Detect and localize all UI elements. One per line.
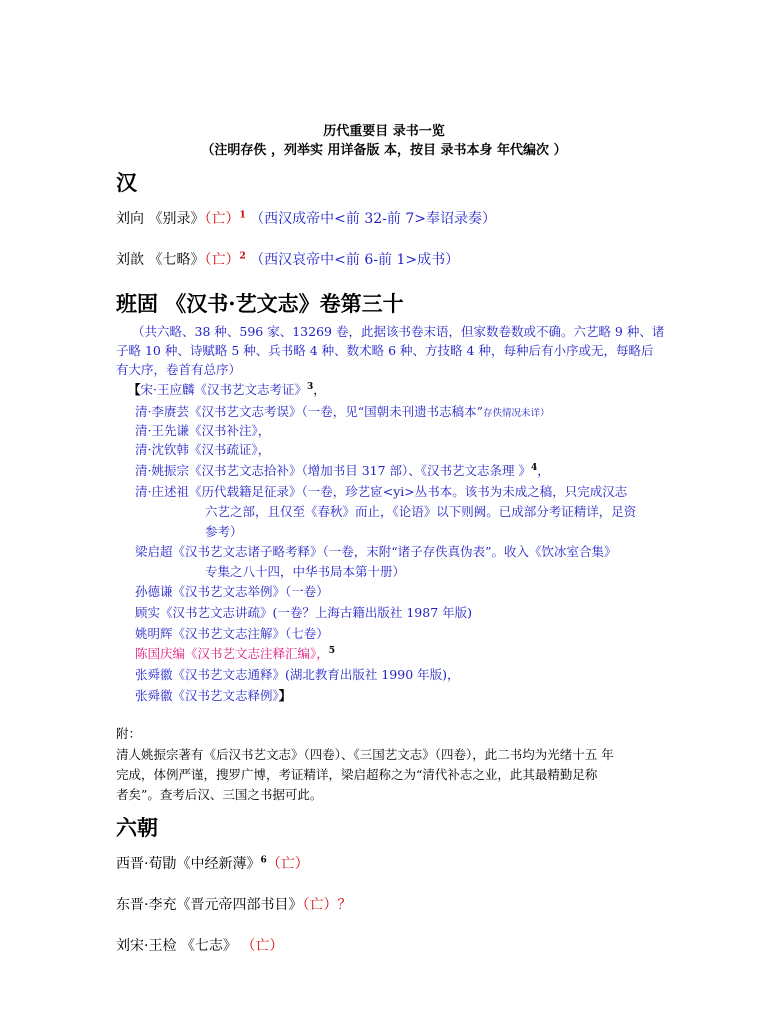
commentary-item [135,686,291,704]
footnote-ref[interactable]: 5 [328,645,336,656]
commentary-text: 清·姚振宗《汉书艺文志拾补》（增加书目 317 部）、《汉书艺文志条理 》 [135,463,532,478]
entry-desc: （西汉哀帝中<前 6-前 1>成书） [250,252,460,268]
document-title: 历代重要目 录书一览 [323,124,445,139]
entry-wang-jian [116,935,283,955]
entry-author: 西晋·荀勖《中经新薄》 [116,856,261,872]
entry-book: 《别录》 [148,211,205,227]
entry-status: （亡） [241,938,284,954]
commentary-item: 孙德谦《汉书艺文志举例》（一卷） [135,584,329,599]
bracket-close: 】 [278,688,292,703]
document-subtitle: （注明存佚 ，列举实 用详备版 本，按目 录书本身 年代编次 ） [201,143,567,158]
commentary-item: 清·沈钦韩《汉书疏证》， [135,442,271,457]
appendix-line: 者矣”。查考后汉、三国之书据可此。 [116,787,323,802]
entry-author: 刘向 [116,211,144,227]
entry-author: 东晋·李充《晋元帝四部书目》 [116,897,303,913]
entry-desc: （西汉成帝中<前 32-前 7>奉诏录奏） [250,211,496,227]
appendix-label: 附： [116,726,142,741]
appendix-line: 清人姚振宗著有《后汉书艺文志》（四卷）、《三国艺文志》（四卷），此二书均为光绪十五 年 [116,747,614,762]
entry-author: 刘歆 [116,252,144,268]
commentary-item-cont: 参考） [205,524,243,539]
entry-book: 《七略》 [148,252,205,268]
summary-line: 子略 10 种、诗赋略 5 种、兵书略 4 种、数术略 6 种、方技略 4 种，每种后有小序或无，每略后 [116,343,654,358]
commentary-item [135,402,550,420]
commentary-item: 清·王先谦《汉书补注》， [135,423,271,438]
commentary-item: 清·庄述祖《历代载籍足征录》（一卷，珍艺宧<yi>丛书本。该书为未成之稿，只完成汉志 [135,484,628,499]
commentary-item: 顾实《汉书艺文志讲疏》(一卷？上海古籍出版社 1987 年版) [135,605,473,620]
commentary-item: 【宋·王应麟《汉书艺文志考证》$^3$， [128,381,326,397]
entry-liu-xiang [116,208,496,228]
commentary-item [135,644,335,662]
footnote-ref[interactable]: 6 [260,855,267,866]
commentary-item-cont: 六艺之部，且仅至《春秋》而止，《论语》以下则阙。已成部分考证精详，足资 [205,504,637,519]
entry-status: （亡） [266,856,309,872]
section-heading-han: 汉 [116,170,137,195]
commentary-text: 宋·王应麟《汉书艺文志考证》 [140,382,307,397]
entry-status: （亡） [204,252,240,268]
summary-line: （共六略、38 种、596 家、13269 卷，此据该书卷末语，但家数卷数或不确。六艺略 9 种、诸 [132,324,665,339]
entry-status: （亡） [204,211,240,227]
commentary-item: 姚明辉《汉书艺文志注解》（七卷） [135,626,329,641]
summary-line: 有大序，卷首有总序） [116,362,242,377]
appendix-line: 完成，体例严谨，搜罗广博，考证精详，梁启超称之为“清代补志之业，此其最精勤足称 [116,767,598,782]
entry-author: 刘宋·王检 《七志》 [116,938,237,954]
commentary-item: 清·姚振宗《汉书艺文志拾补》（增加书目 317 部）、《汉书艺文志条理 》$^4$， [135,462,550,478]
section-heading-liuchao: 六朝 [116,815,158,840]
commentary-item-cont: 专集之八十四，中华书局本第十册） [205,564,406,579]
footnote-ref[interactable]: 1 [239,210,246,221]
commentary-item: 梁启超《汉书艺文志诸子略考释》（一卷，末附“诸子存佚真伪表”。收入《饮冰室合集》 [135,544,617,559]
entry-status: （亡）？ [302,897,352,913]
commentary-text: 张舜徽《汉书艺文志释例》 [135,688,279,703]
commentary-small-note: 存佚情况未详） [483,408,550,419]
entry-xun-xu [116,853,309,873]
commentary-text: 清·李赓芸《汉书艺文志考误》（一卷，见“国朝未刊遗书志稿本” [135,404,484,419]
entry-li-chong [116,894,351,914]
bracket-open: 【 [128,382,141,397]
footnote-ref[interactable]: 3 [307,381,314,392]
footnote-ref[interactable]: 2 [239,251,246,262]
entry-liu-xin [116,249,459,269]
commentary-text: 陈国庆编《汉书艺文志注释汇编》， [135,646,329,661]
section-heading-hanshu: 班固 《汉书·艺文志》卷第三十 [116,291,404,316]
commentary-item: 张舜徽《汉书艺文志通释》(湖北教育出版社 1990 年版)， [135,667,460,682]
footnote-ref[interactable]: 4 [531,462,538,473]
